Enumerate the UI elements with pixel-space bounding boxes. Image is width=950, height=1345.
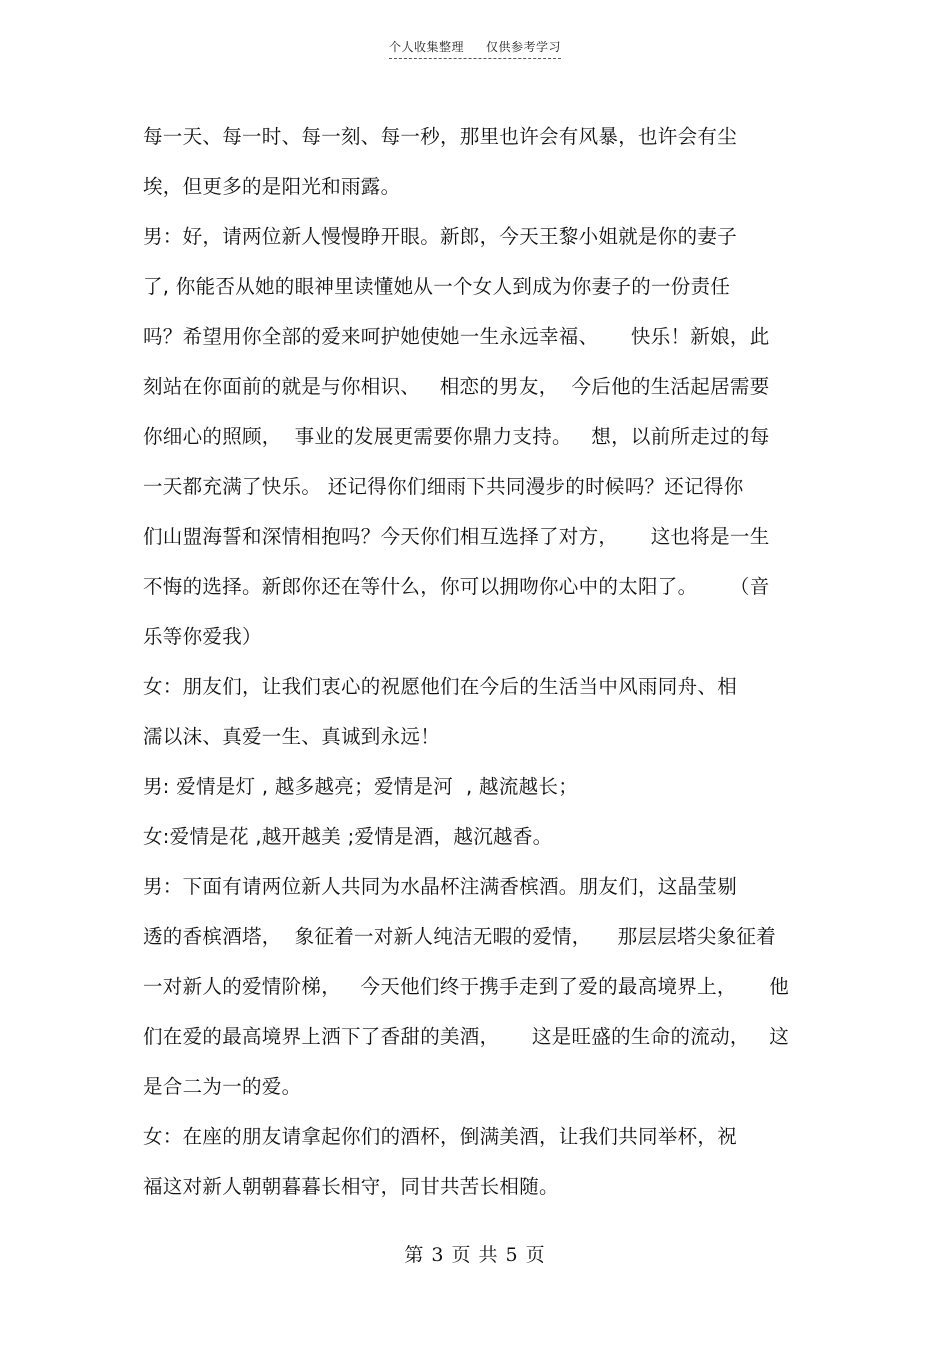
text-line: 是合二为一的爱。 [143, 1075, 302, 1098]
text-line: 你细心的照顾， 事业的发展更需要你鼎力支持。 想，以前所走过的每 [143, 425, 770, 448]
text-line: 一对新人的爱情阶梯， 今天他们终于携手走到了爱的最高境界上， 他 [143, 975, 789, 998]
text-line: 了, 你能否从她的眼神里读懂她从一个女人到成为你妻子的一份责任 [143, 275, 731, 298]
page-header [0, 38, 950, 59]
text-line: 们在爱的最高境界上洒下了香甜的美酒， 这是旺盛的生命的流动， 这 [143, 1025, 789, 1048]
text-line: 每一天、每一时、每一刻、每一秒，那里也许会有风暴，也许会有尘 [143, 125, 738, 148]
header-left-text: 个人收集整理 [388, 40, 464, 54]
text-line: 男：下面有请两位新人共同为水晶杯注满香槟酒。朋友们，这晶莹剔 [143, 875, 738, 898]
text-line: 男: 爱情是灯 , 越多越亮；爱情是河 , 越流越长； [143, 775, 579, 798]
text-line: 濡以沫、真爱一生、真诚到永远！ [143, 725, 441, 748]
text-line: 刻站在你面前的就是与你相识、 相恋的男友， 今后他的生活起居需要 [143, 375, 770, 398]
text-line: 不悔的选择。新郎你还在等什么，你可以拥吻你心中的太阳了。 （音 [143, 575, 770, 598]
text-line: 吗？希望用你全部的爱来呵护她使她一生永远幸福、 快乐！新娘，此 [143, 325, 770, 348]
page-number: 第 3 页 共 5 页 [404, 1244, 546, 1266]
page-header-underline [389, 38, 561, 59]
text-line: 埃，但更多的是阳光和雨露。 [143, 175, 401, 198]
text-line: 女:爱情是花 ,越开越美 ;爱情是酒，越沉越香。 [143, 825, 553, 848]
text-line: 透的香槟酒塔， 象征着一对新人纯洁无暇的爱情， 那层层塔尖象征着 [143, 925, 776, 948]
text-line: 福这对新人朝朝暮暮长相守，同甘共苦长相随。 [143, 1175, 559, 1198]
header-right-text: 仅供参考学习 [486, 40, 562, 54]
text-line: 女：在座的朋友请拿起你们的酒杯，倒满美酒，让我们共同举杯，祝 [143, 1125, 738, 1148]
text-line: 女：朋友们，让我们衷心的祝愿他们在今后的生活当中风雨同舟、相 [143, 675, 738, 698]
text-line: 们山盟海誓和深情相抱吗？今天你们相互选择了对方， 这也将是一生 [143, 525, 770, 548]
text-line: 一天都充满了快乐。 还记得你们细雨下共同漫步的时候吗？还记得你 [143, 475, 744, 498]
text-line: 乐等你爱我） [143, 625, 262, 648]
text-line: 男：好，请两位新人慢慢睁开眼。新郎，今天王黎小姐就是你的妻子 [143, 225, 738, 248]
